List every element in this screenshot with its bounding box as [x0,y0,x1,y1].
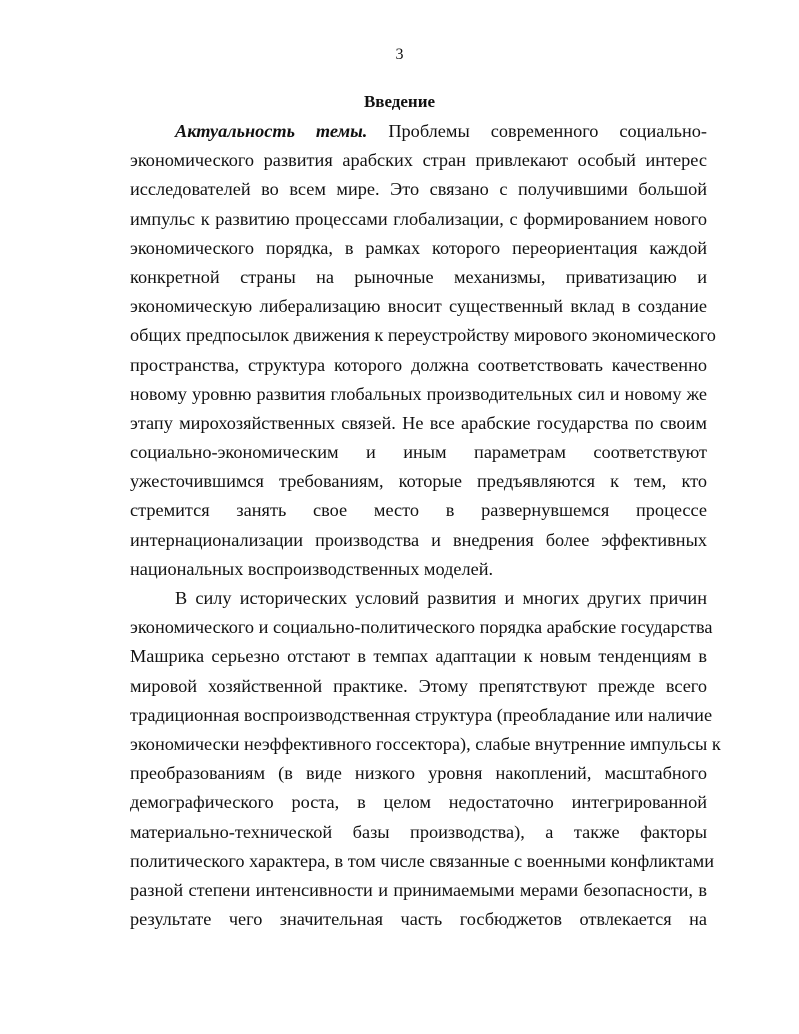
paragraph-line: материально-технической базы производства), а также факторы [130,821,707,842]
paragraph-line: этапу мирохозяйственных связей. Не все арабские государства по своим [130,412,707,433]
paragraph-line: разной степени интенсивности и принимаемыми мерами безопасности, в [130,879,707,900]
line-text: Проблемы современного социально- [388,121,707,141]
section-heading: Введение [363,92,436,111]
paragraph-line: В силу исторических условий развития и многих других причин [175,588,707,608]
paragraph-line: исследователей во всем мире. Это связано с получившими большой [130,179,707,200]
paragraph-line: Машрика серьезно отстают в темпах адаптации к новым тенденциям в [130,646,707,667]
paragraph-line: традиционная воспроизводственная структура (преобладание или наличие [130,704,713,725]
paragraph-relevance [130,117,716,584]
paragraph-line [130,117,707,146]
page-number: 3 [395,46,404,63]
paragraph-line: экономического порядка, в рамках которого переориентация каждой [130,237,707,258]
paragraph-line: экономическую либерализацию вносит существенный вклад в создание [130,296,707,317]
paragraph-line: результате чего значительная часть госбюджетов отвлекается на [130,909,707,930]
paragraph-line: политического характера, в том числе связанные с военными конфликтами [130,850,714,871]
paragraph-line: преобразованиям (в виде низкого уровня накоплений, масштабного [130,763,707,784]
paragraph-line: интернационализации производства и внедрения более эффективных [130,529,707,550]
paragraph-line: экономического развития арабских стран привлекают особый интерес [130,150,707,171]
paragraph-line: мировой хозяйственной практике. Этому препятствуют прежде всего [130,675,707,696]
paragraph-line: пространства, структура которого должна соответствовать качественно [130,354,707,375]
paragraph-line: стремится занять свое место в развернувшемся процессе [130,500,707,521]
paragraph-line: социально-экономическим и иным параметрам соответствуют [130,442,707,463]
paragraph-line: экономического и социально-политического порядка арабские государства [130,617,713,638]
paragraph-line: национальных воспроизводственных моделей. [130,558,494,579]
body-text [130,117,721,934]
paragraph-line: новому уровню развития глобальных производительных сил и новому же [130,383,707,404]
paragraph-line: импульс к развитию процессами глобализации, с формированием нового [130,208,707,229]
lead-in-phrase: Актуальность темы. [175,121,368,141]
paragraph-line: экономически неэффективного госсектора), слабые внутренние импульсы к [130,733,721,754]
paragraph-historical-conditions [130,584,721,934]
paragraph-line: конкретной страны на рыночные механизмы, приватизацию и [130,266,707,287]
paragraph-line: общих предпосылок движения к переустройству мирового экономического [130,325,716,346]
paragraph-line: демографического роста, в целом недостаточно интегрированной [130,792,707,813]
paragraph-line: ужесточившимся требованиям, которые предъявляются к тем, кто [130,471,707,492]
